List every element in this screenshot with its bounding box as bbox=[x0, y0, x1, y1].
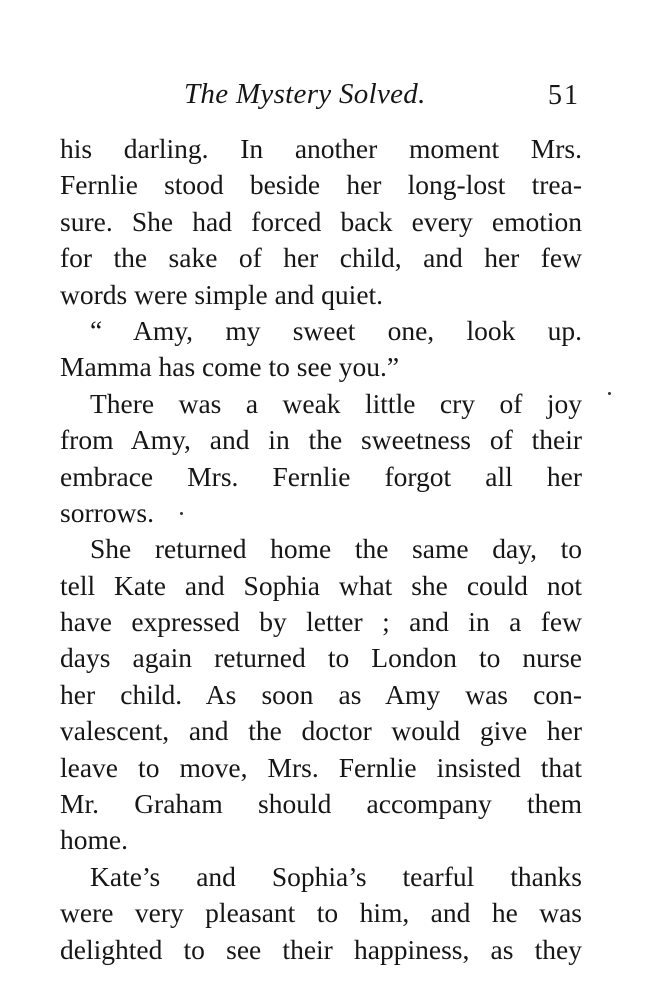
chapter-title: The Mystery Solved. bbox=[184, 78, 426, 110]
text-line: valescent, and the doctor would give her bbox=[60, 715, 582, 747]
text-line: days again returned to London to nurse bbox=[60, 642, 582, 674]
text-line: She returned home the same day, to bbox=[90, 533, 582, 565]
print-speck bbox=[608, 392, 611, 395]
text-line: have expressed by letter ; and in a few bbox=[60, 606, 582, 638]
text-line: sure. She had forced back every emotion bbox=[60, 205, 582, 237]
text-line: Mamma has come to see you.” bbox=[60, 351, 400, 383]
text-line: home. bbox=[60, 824, 128, 856]
body-text bbox=[60, 131, 582, 968]
text-line: embrace Mrs. Fernlie forgot all her bbox=[60, 460, 582, 492]
running-head bbox=[60, 78, 584, 118]
text-line: tell Kate and Sophia what she could not bbox=[60, 569, 582, 601]
text-line: from Amy, and in the sweetness of their bbox=[60, 424, 582, 456]
text-line: “ Amy, my sweet one, look up. bbox=[90, 314, 582, 346]
text-line: his darling. In another moment Mrs. bbox=[60, 133, 582, 164]
print-speck bbox=[180, 512, 183, 515]
text-line: Mr. Graham should accompany them bbox=[60, 788, 582, 820]
text-line: Fernlie stood beside her long-lost trea- bbox=[60, 169, 582, 201]
text-line: There was a weak little cry of joy bbox=[90, 387, 582, 419]
text-line: leave to move, Mrs. Fernlie insisted that bbox=[60, 751, 582, 783]
text-line: sorrows. bbox=[60, 496, 154, 528]
page-number: 51 bbox=[548, 80, 580, 111]
text-line: were very pleasant to him, and he was bbox=[60, 897, 582, 929]
text-line: Kate’s and Sophia’s tearful thanks bbox=[90, 860, 582, 892]
text-line: words were simple and quiet. bbox=[60, 278, 384, 310]
text-line: for the sake of her child, and her few bbox=[60, 242, 582, 274]
text-line: her child. As soon as Amy was con- bbox=[60, 678, 582, 710]
text-line: delighted to see their happiness, as they bbox=[60, 933, 582, 965]
